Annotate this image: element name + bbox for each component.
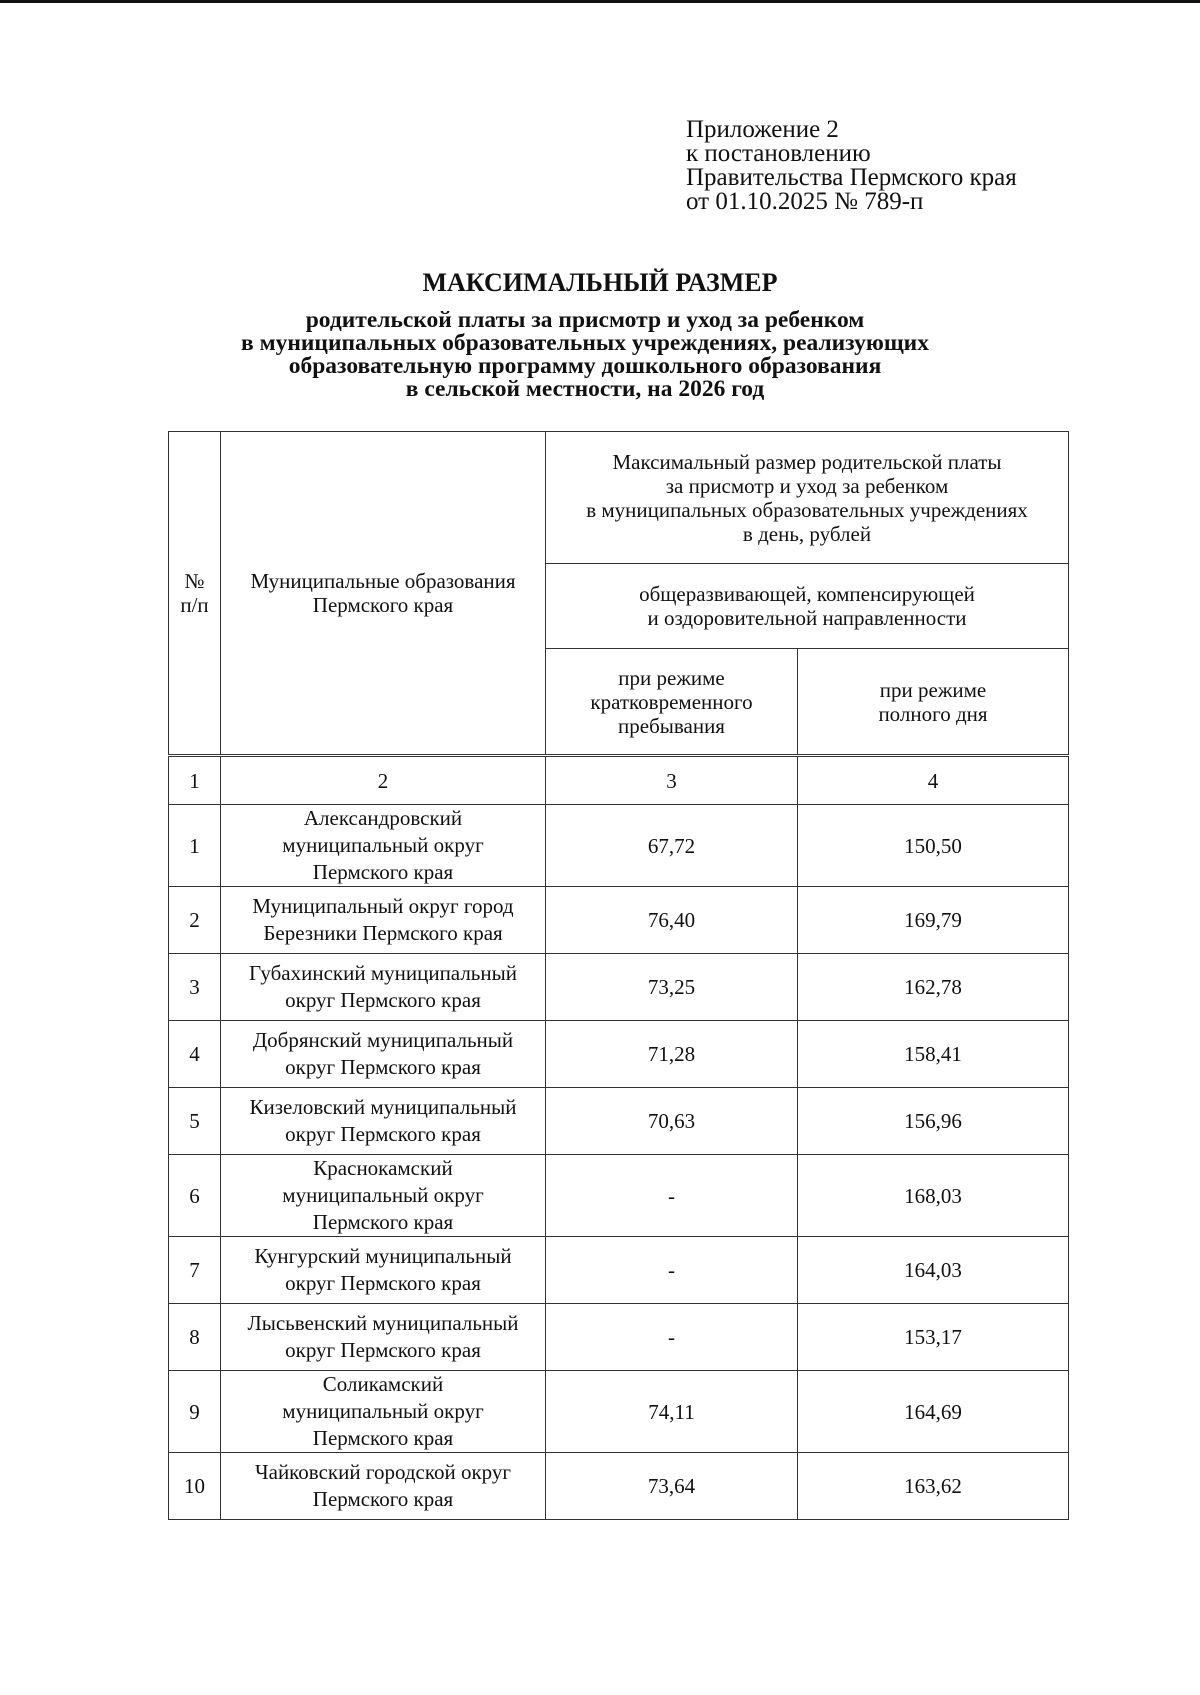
row-number: 9 bbox=[169, 1371, 221, 1453]
row-number: 7 bbox=[169, 1237, 221, 1304]
annex-reference bbox=[686, 118, 1017, 214]
column-number: 3 bbox=[546, 756, 798, 805]
row-number: 1 bbox=[169, 805, 221, 887]
table-row bbox=[169, 1453, 1069, 1520]
municipality-name bbox=[221, 887, 546, 954]
municipality-name-line: Пермского края bbox=[312, 1487, 454, 1511]
header-line: Максимальный размер родительской платы bbox=[612, 449, 1002, 474]
subtitle-line: в муниципальных образовательных учреждениях, реализующих bbox=[241, 330, 929, 356]
municipality-name-line: округ Пермского края bbox=[285, 1271, 481, 1295]
header-line: в муниципальных образовательных учреждениях bbox=[586, 497, 1028, 522]
municipality-name-line: Пермского края bbox=[312, 1426, 454, 1450]
document-subtitle bbox=[0, 309, 1170, 401]
row-number: 2 bbox=[169, 887, 221, 954]
municipality-name-line: муниципальный округ bbox=[282, 1183, 484, 1207]
table-row bbox=[169, 1304, 1069, 1371]
municipality-name bbox=[221, 805, 546, 887]
full-day-fee: 164,69 bbox=[798, 1371, 1069, 1453]
municipality-name-line: Муниципальный округ город bbox=[252, 894, 514, 918]
short-stay-fee: 73,64 bbox=[546, 1453, 798, 1520]
header-short-stay bbox=[546, 649, 798, 756]
table-body bbox=[169, 805, 1069, 1520]
full-day-fee: 150,50 bbox=[798, 805, 1069, 887]
municipality-name-line: округ Пермского края bbox=[285, 1055, 481, 1079]
document-title: МАКСИМАЛЬНЫЙ РАЗМЕР bbox=[422, 268, 778, 297]
table-row bbox=[169, 1237, 1069, 1304]
table-row bbox=[169, 954, 1069, 1021]
annex-line: Приложение 2 bbox=[686, 116, 839, 143]
table-row bbox=[169, 805, 1069, 887]
full-day-fee: 163,62 bbox=[798, 1453, 1069, 1520]
municipality-name-line: Добрянский муниципальный bbox=[252, 1028, 514, 1052]
header-line: общеразвивающей, компенсирующей bbox=[639, 582, 975, 606]
header-line: при режиме bbox=[618, 665, 725, 690]
municipality-name-line: Кунгурский муниципальный bbox=[254, 1244, 512, 1268]
municipality-name-line: муниципальный округ bbox=[282, 1399, 484, 1423]
table-row bbox=[169, 1155, 1069, 1237]
full-day-fee: 164,03 bbox=[798, 1237, 1069, 1304]
short-stay-fee: - bbox=[546, 1155, 798, 1237]
table-row bbox=[169, 1371, 1069, 1453]
column-number: 4 bbox=[798, 756, 1069, 805]
column-number: 1 bbox=[169, 756, 221, 805]
table-row bbox=[169, 887, 1069, 954]
full-day-fee: 169,79 bbox=[798, 887, 1069, 954]
municipality-name-line: Соликамский bbox=[322, 1372, 444, 1396]
header-group-title bbox=[546, 432, 1069, 564]
table-row bbox=[169, 1088, 1069, 1155]
header-municipality-label: Муниципальные образования Пермского края bbox=[250, 569, 516, 617]
subtitle-line: родительской платы за присмотр и уход за ребенком bbox=[305, 307, 865, 333]
short-stay-fee: 70,63 bbox=[546, 1088, 798, 1155]
municipality-name-line: Чайковский городской округ bbox=[254, 1460, 512, 1484]
row-number: 4 bbox=[169, 1021, 221, 1088]
short-stay-fee: - bbox=[546, 1304, 798, 1371]
municipality-name bbox=[221, 1237, 546, 1304]
short-stay-fee: 74,11 bbox=[546, 1371, 798, 1453]
full-day-fee: 156,96 bbox=[798, 1088, 1069, 1155]
municipality-name-line: Березники Пермского края bbox=[263, 921, 503, 945]
header-number bbox=[169, 432, 221, 756]
municipality-name bbox=[221, 954, 546, 1021]
full-day-fee: 162,78 bbox=[798, 954, 1069, 1021]
municipality-name-line: Лысьвенский муниципальный bbox=[247, 1311, 519, 1335]
short-stay-fee: 67,72 bbox=[546, 805, 798, 887]
annex-line: к постановлению bbox=[686, 140, 871, 167]
municipality-name-line: Пермского края bbox=[312, 1210, 454, 1234]
municipality-name-line: муниципальный округ bbox=[282, 833, 484, 857]
row-number: 10 bbox=[169, 1453, 221, 1520]
header-line: при режиме bbox=[879, 677, 987, 702]
short-stay-fee: 73,25 bbox=[546, 954, 798, 1021]
short-stay-fee: 76,40 bbox=[546, 887, 798, 954]
full-day-fee: 158,41 bbox=[798, 1021, 1069, 1088]
municipality-name-line: округ Пермского края bbox=[285, 1122, 481, 1146]
row-number: 6 bbox=[169, 1155, 221, 1237]
header-line: кратковременного bbox=[590, 689, 753, 714]
municipality-name-line: Губахинский муниципальный bbox=[249, 961, 517, 985]
municipality-name bbox=[221, 1155, 546, 1237]
short-stay-fee: - bbox=[546, 1237, 798, 1304]
municipality-name-line: Краснокамский bbox=[313, 1156, 453, 1180]
header-line: за присмотр и уход за ребенком bbox=[665, 473, 949, 498]
municipality-name bbox=[221, 1088, 546, 1155]
full-day-fee: 153,17 bbox=[798, 1304, 1069, 1371]
column-number-row bbox=[169, 756, 1069, 805]
scan-top-edge bbox=[0, 0, 1200, 3]
municipality-name bbox=[221, 1453, 546, 1520]
header-number-label: № п/п bbox=[180, 569, 209, 617]
header-municipality bbox=[221, 432, 546, 756]
header-line: пребывания bbox=[618, 713, 725, 738]
short-stay-fee: 71,28 bbox=[546, 1021, 798, 1088]
municipality-name bbox=[221, 1304, 546, 1371]
header-line: в день, рублей bbox=[742, 521, 872, 546]
fee-table bbox=[168, 431, 1069, 1520]
row-number: 5 bbox=[169, 1088, 221, 1155]
municipality-name-line: Александровский bbox=[303, 806, 463, 830]
subtitle-line: в сельской местности, на 2026 год bbox=[405, 376, 765, 402]
municipality-name bbox=[221, 1371, 546, 1453]
municipality-name-line: округ Пермского края bbox=[285, 988, 481, 1012]
header-full-day bbox=[798, 649, 1069, 756]
column-number: 2 bbox=[221, 756, 546, 805]
full-day-fee: 168,03 bbox=[798, 1155, 1069, 1237]
subtitle-line: образовательную программу дошкольного образования bbox=[288, 353, 882, 379]
annex-line: Правительства Пермского края bbox=[686, 164, 1017, 191]
municipality-name-line: округ Пермского края bbox=[285, 1338, 481, 1362]
header-subgroup bbox=[546, 564, 1069, 649]
header-line: полного дня bbox=[878, 701, 988, 726]
municipality-name-line: Пермского края bbox=[312, 860, 454, 884]
table-row bbox=[169, 1021, 1069, 1088]
header-line: и оздоровительной направленности bbox=[647, 606, 967, 630]
annex-line: от 01.10.2025 № 789-п bbox=[686, 188, 924, 215]
row-number: 3 bbox=[169, 954, 221, 1021]
municipality-name bbox=[221, 1021, 546, 1088]
municipality-name-line: Кизеловский муниципальный bbox=[249, 1095, 517, 1119]
row-number: 8 bbox=[169, 1304, 221, 1371]
